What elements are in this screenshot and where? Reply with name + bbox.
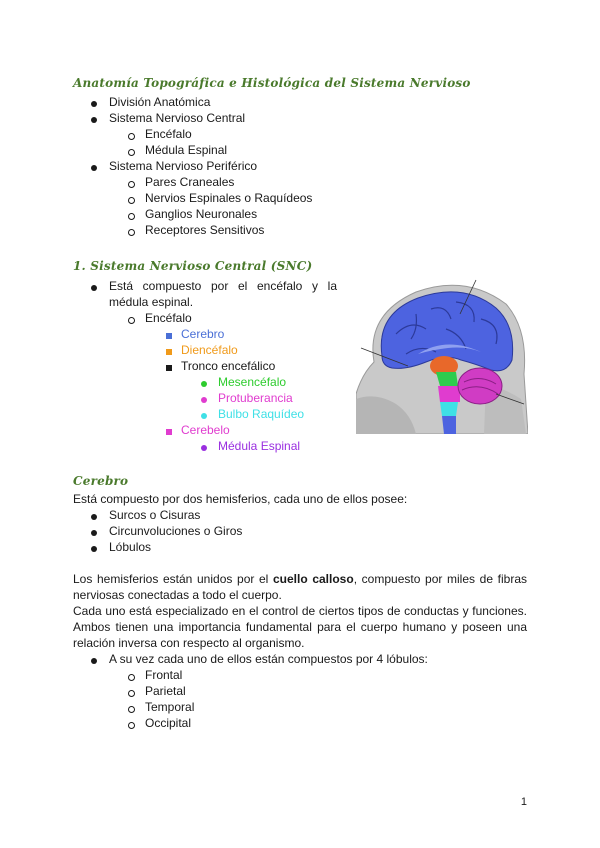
bold-term: cuello calloso (273, 572, 354, 586)
bullet-circle-icon (128, 722, 135, 729)
list-item: Sistema Nervioso Central (109, 111, 246, 125)
list-item-encefalo: Encéfalo (145, 311, 192, 325)
bullet-square-icon (166, 333, 172, 339)
list-item-mesencefalo: Mesencéfalo (218, 375, 287, 389)
bullet-disc-icon (91, 514, 97, 520)
text-span: , compuesto por miles de fibras (353, 572, 528, 586)
list-item-lobe: Occipital (145, 716, 192, 730)
list-item-lobe: Frontal (145, 668, 183, 682)
list-item: Sistema Nervioso Periférico (109, 159, 258, 173)
list-item-lobe: Parietal (145, 684, 186, 698)
list-item-bulbo: Bulbo Raquídeo (218, 407, 305, 421)
bullet-circle-icon (128, 317, 135, 324)
bullet-circle-icon (128, 690, 135, 697)
list-item: Surcos o Cisuras (109, 508, 201, 522)
paragraph-hemisferios-line2: nerviosas conectadas a todo el cuerpo. (73, 588, 282, 602)
bullet-circle-icon (128, 213, 135, 220)
bullet-disc-icon (91, 658, 97, 664)
bullet-circle-icon (128, 706, 135, 713)
bullet-disc-icon (201, 445, 207, 451)
list-item: Receptores Sensitivos (145, 223, 265, 237)
bullet-circle-icon (128, 133, 135, 140)
snc-description-line2: médula espinal. (109, 295, 194, 309)
list-item-cerebelo: Cerebelo (181, 423, 230, 437)
list-item: Lóbulos (109, 540, 152, 554)
bullet-circle-icon (128, 229, 135, 236)
bullet-circle-icon (128, 197, 135, 204)
paragraph-importancia-line1: Ambos tienen una importancia fundamental para el cuerpo humano y poseen una (73, 620, 527, 634)
list-item: Encéfalo (145, 127, 192, 141)
list-item: Médula Espinal (145, 143, 228, 157)
text-span: Los hemisferios están unidos por el (73, 572, 273, 586)
brain-sagittal-illustration (356, 274, 528, 434)
list-item-lobe: Temporal (145, 700, 195, 714)
snc-description-line1: Está compuesto por el encéfalo y la (109, 279, 337, 293)
bullet-square-icon (166, 429, 172, 435)
bullet-disc-icon (91, 530, 97, 536)
bullet-disc-icon (91, 101, 97, 107)
list-item: División Anatómica (109, 95, 211, 109)
bullet-circle-icon (128, 674, 135, 681)
list-item-cerebro: Cerebro (181, 327, 225, 341)
list-item: Pares Craneales (145, 175, 235, 189)
page-number: 1 (520, 796, 527, 808)
list-item-diencefalo: Diencéfalo (181, 343, 238, 357)
bullet-circle-icon (128, 181, 135, 188)
lobes-intro: A su vez cada uno de ellos están compuestos por 4 lóbulos: (109, 652, 428, 666)
bullet-disc-icon (91, 546, 97, 552)
paragraph-hemisferios-line1 (73, 572, 527, 587)
list-item-protuberancia: Protuberancia (218, 391, 293, 405)
bullet-disc-icon (91, 285, 97, 291)
list-item: Circunvoluciones o Giros (109, 524, 243, 538)
cerebro-intro: Está compuesto por dos hemisferios, cada uno de ellos posee: (73, 492, 408, 506)
bullet-square-icon (166, 365, 172, 371)
section-heading-snc: 1. Sistema Nervioso Central (SNC) (73, 259, 313, 273)
section-heading-cerebro: Cerebro (73, 474, 129, 488)
page-title: Anatomía Topográfica e Histológica del Sistema Nervioso (73, 76, 471, 90)
bullet-square-icon (166, 349, 172, 355)
paragraph-importancia-line2: relación inversa con respecto al organismo. (73, 636, 305, 650)
paragraph-especializado: Cada uno está especializado en el control de ciertos tipos de conductas y funciones. (73, 604, 527, 618)
bullet-disc-icon (201, 381, 207, 387)
bullet-disc-icon (91, 165, 97, 171)
list-item: Ganglios Neuronales (145, 207, 258, 221)
list-item: Nervios Espinales o Raquídeos (145, 191, 313, 205)
bullet-circle-icon (128, 149, 135, 156)
bullet-disc-icon (201, 397, 207, 403)
list-item-tronco: Tronco encefálico (181, 359, 276, 373)
list-item-medula: Médula Espinal (218, 439, 301, 453)
bullet-disc-icon (91, 117, 97, 123)
bullet-disc-icon (201, 413, 207, 419)
